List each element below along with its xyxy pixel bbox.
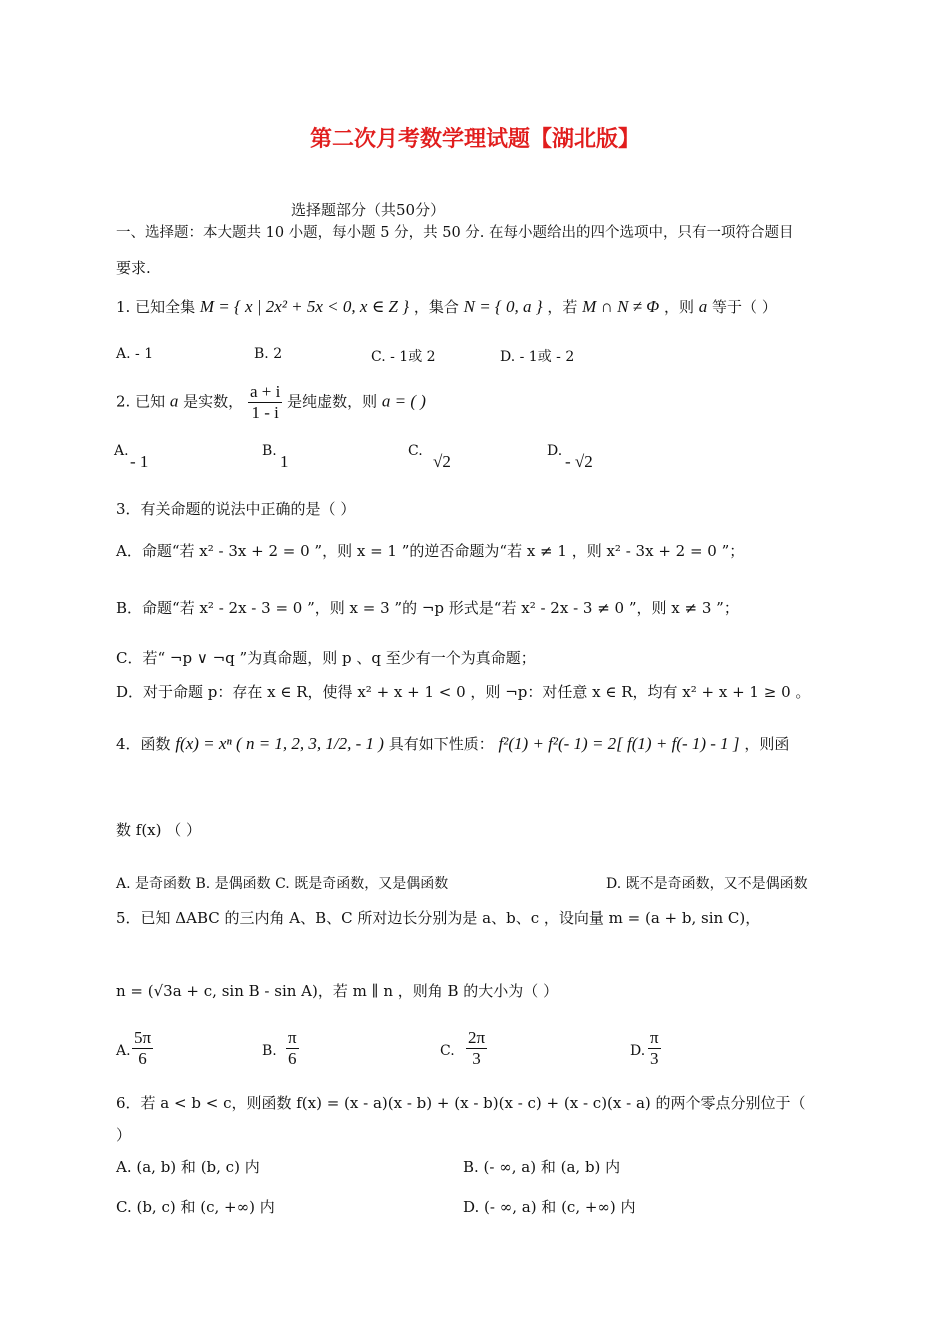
q5-option-b-fraction xyxy=(286,1028,299,1069)
q5-option-a-fraction xyxy=(132,1028,153,1069)
q4-tail: ，则函 xyxy=(744,735,790,753)
q1-condition: M ∩ N ≠ Φ xyxy=(582,297,660,316)
q1-cond-pre: ，若 xyxy=(547,298,578,316)
q2-end: a = ( ) xyxy=(381,391,426,411)
q5-option-d-label: D. xyxy=(630,1043,646,1059)
q6-option-b: B. (- ∞, a) 和 (a, b) 内 xyxy=(463,1158,621,1176)
q2-option-b-label: B. xyxy=(262,443,277,459)
q1-end: 等于（ ） xyxy=(712,298,777,316)
q1-tail: ，则 xyxy=(663,298,694,316)
q6-option-d: D. (- ∞, a) 和 (c, +∞) 内 xyxy=(463,1198,636,1216)
question-2-stem xyxy=(116,382,426,423)
q6-line-2: ） xyxy=(116,1126,132,1144)
q5-option-c-num: 2π xyxy=(468,1028,486,1047)
q2-option-b-value: 1 xyxy=(280,452,289,471)
q1-prefix: 1. 已知全集 xyxy=(116,298,196,316)
q2-tail: 是纯虚数，则 xyxy=(287,392,378,411)
q3-option-c: C．若“ ¬p ∨ ¬q ”为真命题，则 p 、q 至少有一个为真命题； xyxy=(116,649,536,667)
q2-option-d-label: D. xyxy=(547,443,563,459)
q1-var: a xyxy=(698,297,708,316)
q2-prefix: 2. 已知 xyxy=(116,392,166,411)
q5-option-d-fraction xyxy=(648,1028,661,1069)
instructions-line-2: 要求. xyxy=(116,259,151,277)
q3-option-b: B．命题“若 x² - 2x - 3 = 0 ”，则 x = 3 ”的 ¬p 形式是“若 x² - 2x - 3 ≠ 0 ”，则 x ≠ 3 ”； xyxy=(116,599,739,617)
q4-line-2: 数 f(x) （ ） xyxy=(116,821,202,839)
q5-option-c-den: 3 xyxy=(472,1049,481,1068)
q1-set-n: N = { 0, a } xyxy=(463,297,543,316)
q5-option-d-num: π xyxy=(650,1028,659,1047)
q4-prefix: 4．函数 xyxy=(116,735,171,753)
q5-option-a-num: 5π xyxy=(134,1028,152,1047)
q6-option-a: A. (a, b) 和 (b, c) 内 xyxy=(116,1158,260,1176)
q2-fraction-numerator: a + i xyxy=(249,382,281,401)
q2-mid: 是实数， xyxy=(183,392,244,411)
q1-option-b: B. 2 xyxy=(254,346,283,362)
q4-options-abc: A. 是奇函数 B. 是偶函数 C. 既是奇函数，又是偶函数 xyxy=(116,876,449,892)
q2-fraction xyxy=(248,382,282,423)
q5-line-1: 5．已知 ΔABC 的三内角 A、B、C 所对边长分别为是 a、b、c ，设向量 m = (a + b, sin C)， xyxy=(116,909,761,927)
q5-option-b-num: π xyxy=(288,1028,297,1047)
q1-mid: ，集合 xyxy=(413,298,459,316)
q4-mid: 具有如下性质： xyxy=(388,735,494,753)
q6-line-1: 6．若 a < b < c，则函数 f(x) = (x - a)(x - b) + (x - b)(x - c) + (x - c)(x - a) 的两个零点分别位于（ xyxy=(116,1094,806,1112)
question-1-stem xyxy=(116,296,777,317)
q5-option-a-den: 6 xyxy=(138,1049,147,1068)
q1-option-d: D. - 1或 - 2 xyxy=(500,349,575,365)
q1-option-a: A. - 1 xyxy=(116,346,154,362)
q2-option-d-value: - √2 xyxy=(565,452,593,471)
q5-line-2: n = (√3a + c, sin B - sin A)，若 m ∥ n ，则角 B 的大小为（ ） xyxy=(116,982,559,1000)
q1-option-c: C. - 1或 2 xyxy=(371,349,436,365)
question-4-stem xyxy=(116,733,789,754)
q5-option-b-den: 6 xyxy=(288,1049,297,1068)
section-header: 选择题部分（共50分） xyxy=(291,201,446,219)
q2-fraction-denominator: 1 - i xyxy=(251,403,279,422)
q6-option-c: C. (b, c) 和 (c, +∞) 内 xyxy=(116,1198,275,1216)
q4-function: f(x) = xⁿ ( n = 1, 2, 3, 1/2, - 1 ) xyxy=(175,734,384,753)
q2-option-a-label: A. xyxy=(114,443,129,459)
page-title: 第二次月考数学理试题【湖北版】 xyxy=(309,127,640,152)
q2-option-a-value: - 1 xyxy=(130,452,149,471)
q3-option-a: A．命题“若 x² - 3x + 2 = 0 ”，则 x = 1 ”的逆否命题为“若 x ≠ 1 ，则 x² - 3x + 2 = 0 ”； xyxy=(116,542,745,560)
q2-option-c-label: C. xyxy=(408,443,423,459)
question-3-stem: 3．有关命题的说法中正确的是（ ） xyxy=(116,500,356,518)
q5-option-c-fraction xyxy=(466,1028,487,1069)
instructions-line-1: 一、选择题：本大题共 10 小题，每小题 5 分，共 50 分. 在每小题给出的四个选项中，只有一项符合题目 xyxy=(116,225,794,241)
q5-option-b-label: B. xyxy=(262,1043,277,1059)
q4-option-d: D. 既不是奇函数，又不是偶函数 xyxy=(606,876,808,892)
q5-option-a-label: A. xyxy=(116,1043,131,1059)
q5-option-c-label: C. xyxy=(440,1043,455,1059)
q4-property: f²(1) + f²(- 1) = 2[ f(1) + f(- 1) - 1 ] xyxy=(498,734,740,753)
q2-option-c-value: √2 xyxy=(433,452,451,471)
q3-option-d: D．对于命题 p：存在 x ∈ R，使得 x² + x + 1 < 0 ，则 ¬p：对任意 x ∈ R，均有 x² + x + 1 ≥ 0 。 xyxy=(116,683,811,701)
q1-set-m: M = { x | 2x² + 5x < 0, x ∈ Z } xyxy=(199,297,410,316)
q2-var: a xyxy=(169,391,179,411)
q5-option-d-den: 3 xyxy=(650,1049,659,1068)
